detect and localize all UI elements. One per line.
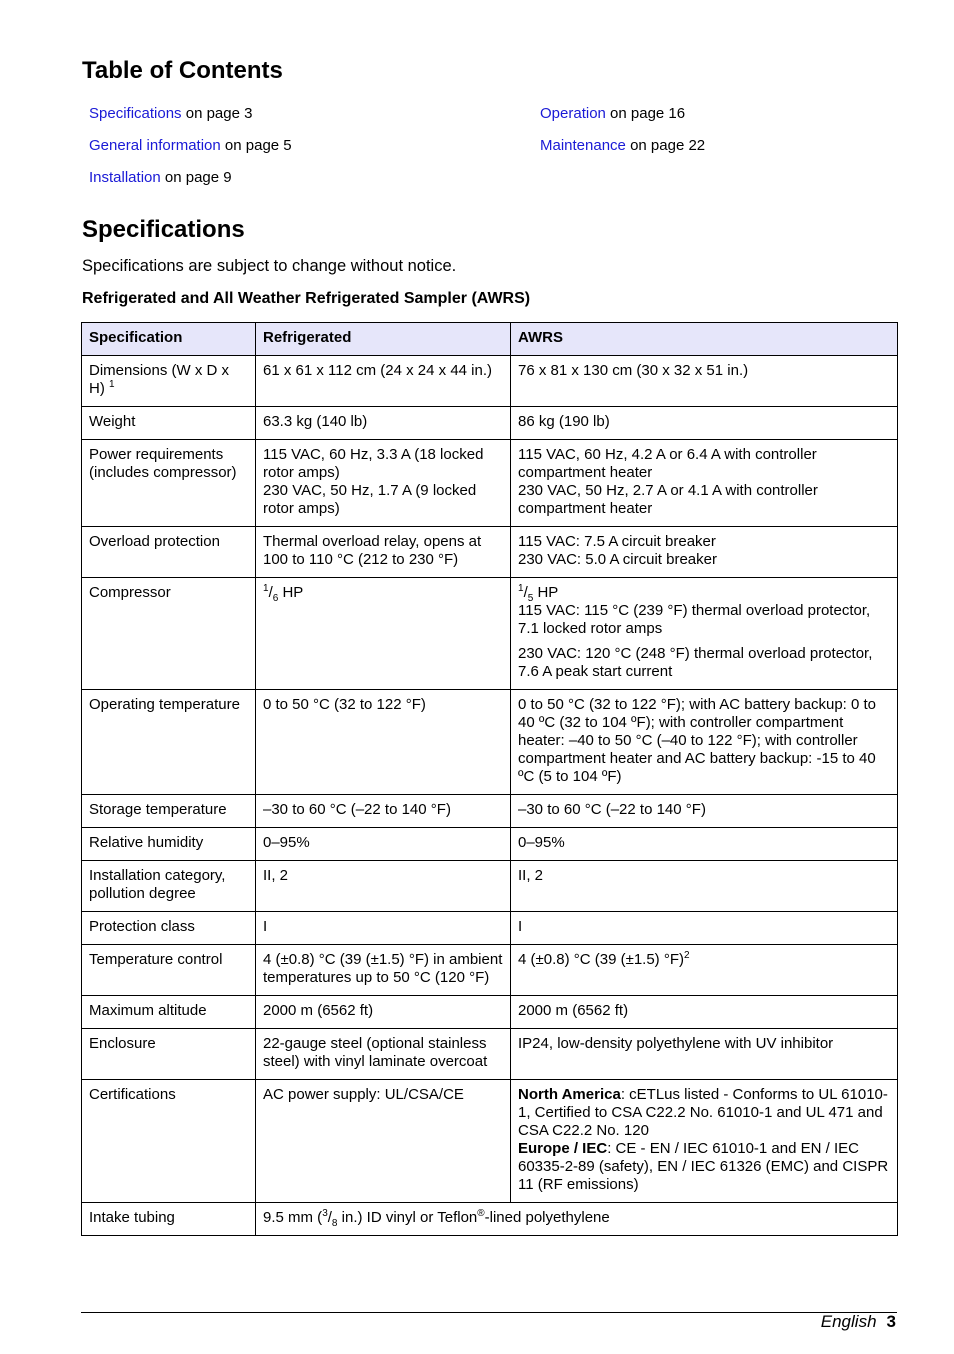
awrs-cell: –30 to 60 °C (–22 to 140 °F) bbox=[511, 795, 898, 828]
refrigerated-cell: 61 x 61 x 112 cm (24 x 24 x 44 in.) bbox=[256, 356, 511, 407]
fraction-numerator: 3 bbox=[322, 1208, 328, 1219]
spec-cell: Compressor bbox=[82, 578, 256, 690]
spec-cell: Maximum altitude bbox=[82, 996, 256, 1029]
table-header-row bbox=[82, 323, 898, 356]
table-row bbox=[82, 996, 898, 1029]
fraction-denominator: 8 bbox=[331, 1218, 338, 1229]
region-text: : CE - EN / IEC 61010-1 and EN / IEC 60335-2-89 (safety), EN / IEC 61326 (EMC) and CISPR 11 (RF emissions) bbox=[518, 1140, 889, 1193]
table-row bbox=[82, 828, 898, 861]
toc-page-ref: on page 16 bbox=[605, 105, 686, 122]
table-row bbox=[82, 527, 898, 578]
spec-cell: Temperature control bbox=[82, 945, 256, 996]
spec-cell: Enclosure bbox=[82, 1029, 256, 1080]
toc-entry bbox=[89, 136, 540, 168]
refrigerated-cell: 2000 m (6562 ft) bbox=[256, 996, 511, 1029]
region-text: : cETLus listed - Conforms to UL 61010-1, Certified to CSA C22.2 No. 61010-1 and UL 471 and CSA C22.2 No. 120 bbox=[518, 1086, 888, 1139]
table-row bbox=[82, 1080, 898, 1203]
refrigerated-cell: 0–95% bbox=[256, 828, 511, 861]
cell-line: 230 VAC, 50 Hz, 2.7 A or 4.1 A with controller compartment heater bbox=[518, 482, 818, 517]
table-row bbox=[82, 912, 898, 945]
table-row bbox=[82, 407, 898, 440]
awrs-cell bbox=[511, 1080, 898, 1203]
spec-cell: Overload protection bbox=[82, 527, 256, 578]
awrs-cell: IP24, low-density polyethylene with UV inhibitor bbox=[511, 1029, 898, 1080]
refrigerated-cell: 63.3 kg (140 lb) bbox=[256, 407, 511, 440]
awrs-cell bbox=[511, 578, 898, 690]
toc-entry bbox=[540, 104, 840, 136]
refrigerated-cell: 4 (±0.8) °C (39 (±1.5) °F) in ambient temperatures up to 50 °C (120 °F) bbox=[256, 945, 511, 996]
table-row bbox=[82, 440, 898, 527]
toc-link-installation[interactable]: Installation bbox=[89, 169, 161, 186]
cell-line: 115 VAC: 115 °C (239 °F) thermal overload protector, 7.1 locked rotor amps bbox=[518, 602, 871, 637]
page-footer bbox=[821, 1312, 896, 1332]
toc-page-ref: on page 9 bbox=[160, 169, 232, 186]
toc-link-general-information[interactable]: General information bbox=[89, 137, 221, 154]
refrigerated-cell bbox=[256, 440, 511, 527]
footer-language: English bbox=[820, 1312, 877, 1331]
toc-title: Table of Contents bbox=[82, 57, 283, 84]
spec-cell: Relative humidity bbox=[82, 828, 256, 861]
toc-entry bbox=[89, 168, 540, 200]
cell-text: 9.5 mm ( bbox=[263, 1209, 323, 1226]
table-row bbox=[82, 1029, 898, 1080]
specifications-table bbox=[81, 322, 898, 1236]
column-header-specification: Specification bbox=[82, 323, 256, 356]
region-label-europe: Europe / IEC bbox=[518, 1140, 608, 1157]
column-header-awrs: AWRS bbox=[511, 323, 898, 356]
unit-label: HP bbox=[278, 584, 304, 601]
toc-entry bbox=[540, 136, 840, 168]
toc-entry bbox=[89, 104, 540, 136]
refrigerated-cell: –30 to 60 °C (–22 to 140 °F) bbox=[256, 795, 511, 828]
spec-label: Dimensions (W x D x H) bbox=[89, 362, 230, 397]
cell-text: 4 (±0.8) °C (39 (±1.5) °F) bbox=[518, 951, 684, 968]
spec-cell bbox=[82, 356, 256, 407]
toc-link-maintenance[interactable]: Maintenance bbox=[540, 137, 626, 154]
spec-cell: Operating temperature bbox=[82, 690, 256, 795]
toc-page-ref: on page 22 bbox=[625, 137, 706, 154]
refrigerated-cell: AC power supply: UL/CSA/CE bbox=[256, 1080, 511, 1203]
refrigerated-cell: II, 2 bbox=[256, 861, 511, 912]
spec-cell: Protection class bbox=[82, 912, 256, 945]
table-row bbox=[82, 690, 898, 795]
table-subheading: Refrigerated and All Weather Refrigerated Sampler (AWRS) bbox=[82, 290, 531, 307]
table-row bbox=[82, 861, 898, 912]
toc-page-ref: on page 5 bbox=[220, 137, 292, 154]
unit-label: HP bbox=[533, 584, 559, 601]
intake-value-cell: 9.5 mm ($^3/_8$ in.) ID vinyl or Teflon®-lined polyethylene bbox=[256, 1203, 898, 1236]
table-of-contents bbox=[89, 104, 849, 200]
spec-cell: Weight bbox=[82, 407, 256, 440]
refrigerated-cell: I bbox=[256, 912, 511, 945]
refrigerated-cell: $^1/_6$ HP bbox=[256, 578, 511, 690]
table-row bbox=[82, 356, 898, 407]
awrs-cell: 2000 m (6562 ft) bbox=[511, 996, 898, 1029]
awrs-cell: 76 x 81 x 130 cm (30 x 32 x 51 in.) bbox=[511, 356, 898, 407]
cell-text: -lined polyethylene bbox=[484, 1209, 610, 1226]
intro-text: Specifications are subject to change without notice. bbox=[82, 257, 457, 275]
table-row bbox=[82, 1203, 898, 1236]
awrs-cell bbox=[511, 527, 898, 578]
cell-line: 115 VAC, 60 Hz, 3.3 A (18 locked rotor amps) bbox=[263, 446, 484, 481]
footnote-marker: 2 bbox=[684, 950, 690, 961]
refrigerated-cell: Thermal overload relay, opens at 100 to 110 °C (212 to 230 °F) bbox=[256, 527, 511, 578]
awrs-cell: 0–95% bbox=[511, 828, 898, 861]
table-row bbox=[82, 945, 898, 996]
awrs-cell: II, 2 bbox=[511, 861, 898, 912]
spec-cell: Intake tubing bbox=[82, 1203, 256, 1236]
cell-text: in.) ID vinyl or Teflon bbox=[337, 1209, 478, 1226]
awrs-cell bbox=[511, 945, 898, 996]
toc-link-specifications[interactable]: Specifications bbox=[89, 105, 182, 122]
paragraph-gap bbox=[518, 638, 890, 645]
spec-cell: Installation category, pollution degree bbox=[82, 861, 256, 912]
refrigerated-cell: 22-gauge steel (optional stainless steel) with vinyl laminate overcoat bbox=[256, 1029, 511, 1080]
section-title: Specifications bbox=[82, 216, 245, 243]
cell-line bbox=[518, 1140, 890, 1194]
cell-line: 230 VAC, 50 Hz, 1.7 A (9 locked rotor amps) bbox=[263, 482, 477, 517]
cell-line: $^1/_5$ HP bbox=[518, 583, 559, 604]
awrs-cell: 0 to 50 °C (32 to 122 °F); with AC battery backup: 0 to 40 ºC (32 to 104 ºF); with controller compartment heater: –40 to 50 °C (–40 to 122 °F); with controller compartment heater and AC battery backup: -15 to 40 ºC (5 to 104 ºF) bbox=[511, 690, 898, 795]
table-row bbox=[82, 578, 898, 690]
fraction-denominator: 5 bbox=[527, 593, 534, 604]
footnote-marker: 1 bbox=[109, 379, 115, 390]
cell-line: 230 VAC: 5.0 A circuit breaker bbox=[518, 551, 717, 568]
registered-mark: ® bbox=[477, 1208, 485, 1219]
cell-line: 230 VAC: 120 °C (248 °F) thermal overload protector, 7.6 A peak start current bbox=[518, 645, 873, 680]
cell-line: 115 VAC, 60 Hz, 4.2 A or 6.4 A with controller compartment heater bbox=[518, 446, 817, 481]
cell-line: 115 VAC: 7.5 A circuit breaker bbox=[518, 533, 716, 550]
awrs-cell bbox=[511, 440, 898, 527]
toc-link-operation[interactable]: Operation bbox=[540, 105, 606, 122]
toc-page-ref: on page 3 bbox=[181, 105, 253, 122]
spec-cell: Certifications bbox=[82, 1080, 256, 1203]
region-label-north-america: North America bbox=[518, 1086, 621, 1103]
refrigerated-cell: 0 to 50 °C (32 to 122 °F) bbox=[256, 690, 511, 795]
fraction-denominator: 6 bbox=[272, 593, 279, 604]
spec-cell: Storage temperature bbox=[82, 795, 256, 828]
fraction-numerator: 1 bbox=[263, 583, 269, 594]
fraction-numerator: 1 bbox=[518, 583, 524, 594]
footer-divider bbox=[81, 1312, 897, 1313]
awrs-cell: 86 kg (190 lb) bbox=[511, 407, 898, 440]
column-header-refrigerated: Refrigerated bbox=[256, 323, 511, 356]
spec-cell: Power requirements (includes compressor) bbox=[82, 440, 256, 527]
table-row bbox=[82, 795, 898, 828]
cell-line bbox=[518, 1086, 890, 1140]
awrs-cell: I bbox=[511, 912, 898, 945]
page-number: 3 bbox=[886, 1312, 896, 1331]
